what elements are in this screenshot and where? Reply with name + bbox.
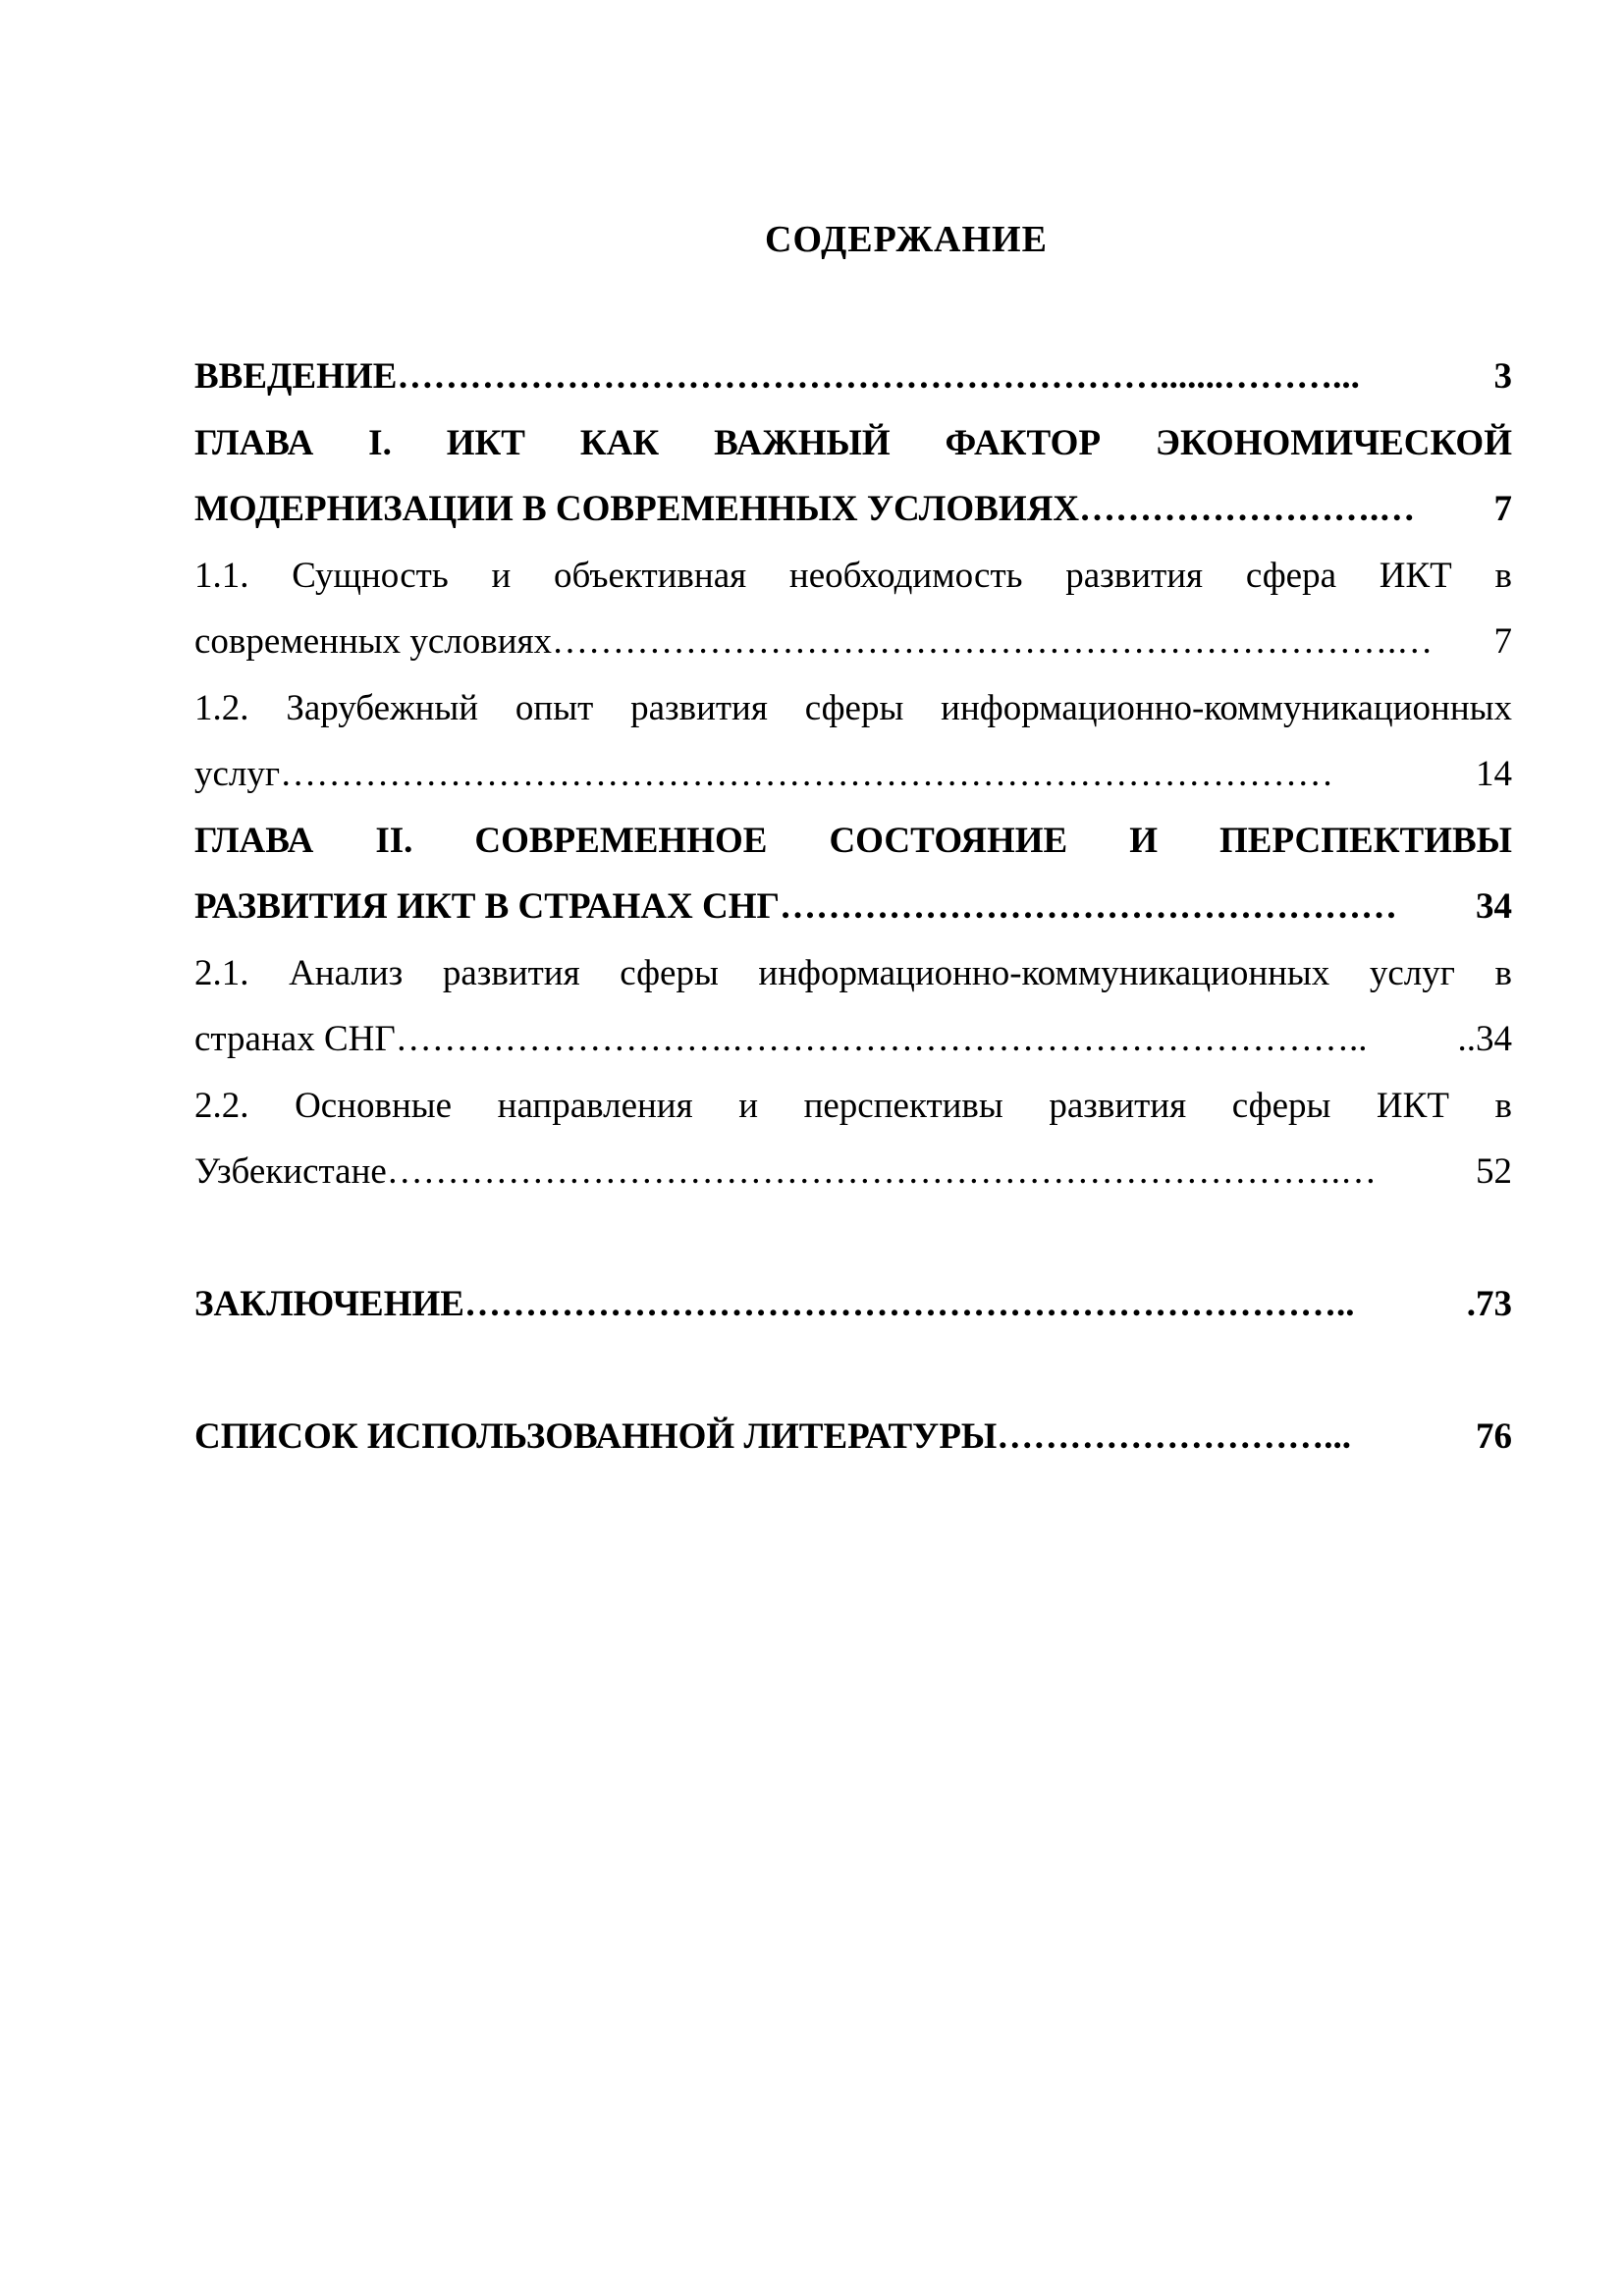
toc-entry-title-line: 2.2. Основные направления и перспективы развития сферы ИКТ в <box>194 1085 1512 1126</box>
toc-entry-title-line: 1.1. Сущность и объективная необходимость развития сфера ИКТ в <box>194 555 1512 596</box>
toc-entry-chapter-1[interactable] <box>194 410 1512 543</box>
toc-entry-title-line: 1.2. Зарубежный опыт развития сферы информационно-коммуникационных <box>194 687 1512 728</box>
toc-entry-final-line <box>194 1404 1512 1470</box>
toc-dot-leader: ……………………………………………………….......………... <box>397 356 1360 397</box>
toc-page-number: 76 <box>1476 1416 1512 1457</box>
toc-entry-section-1-2[interactable] <box>194 675 1512 808</box>
toc-entry-introduction[interactable] <box>194 344 1512 410</box>
toc-entry-final-line <box>194 1006 1512 1073</box>
toc-entry-title-line: ГЛАВА I. ИКТ КАК ВАЖНЫЙ ФАКТОР ЭКОНОМИЧЕСКОЙ <box>194 422 1512 463</box>
toc-page-number: 7 <box>1493 489 1512 529</box>
toc-spacer <box>194 1338 1512 1405</box>
toc-page-number: 14 <box>1476 754 1512 794</box>
toc-entry-title: ВВЕДЕНИЕ <box>194 356 398 397</box>
toc-entry-final-line <box>194 874 1512 940</box>
toc-page-number: 34 <box>1476 886 1512 927</box>
toc-entry-final-line <box>194 476 1512 543</box>
toc-dot-leader: ………………………... <box>997 1416 1352 1457</box>
toc-entry-final-line <box>194 1139 1512 1205</box>
toc-entry-final-line <box>194 609 1512 675</box>
toc-entry-section-1-1[interactable] <box>194 543 1512 675</box>
toc-dot-leader: …………………………………………………………………….… <box>386 1151 1378 1192</box>
toc-entry-conclusion[interactable] <box>194 1271 1512 1338</box>
toc-entry-title-line: 2.1. Анализ развития сферы информационно-коммуникационных услуг в <box>194 952 1512 993</box>
toc-entry-title: странах СНГ <box>194 1019 396 1059</box>
toc-entry-final-line <box>194 741 1512 808</box>
toc-title: СОДЕРЖАНИЕ <box>765 219 1048 260</box>
toc-page-number: ..34 <box>1457 1019 1512 1059</box>
toc-entry-title: услуг <box>194 754 281 794</box>
toc-entry-final-line <box>194 1271 1512 1338</box>
toc-entry-final-line <box>194 344 1512 410</box>
toc-spacer <box>194 1205 1512 1272</box>
toc-dot-leader: ……………………….…………………………………………….. <box>395 1019 1368 1059</box>
toc-entry-title: современных условиях <box>194 621 553 662</box>
toc-page-number: .73 <box>1466 1284 1512 1324</box>
toc-dot-leader: …………………………………………………………………………… <box>280 754 1334 794</box>
toc-entry-title: Узбекистане <box>194 1151 387 1192</box>
toc-entry-title: СПИСОК ИСПОЛЬЗОВАННОЙ ЛИТЕРАТУРЫ <box>194 1416 998 1457</box>
toc-entry-title: РАЗВИТИЯ ИКТ В СТРАНАХ СНГ <box>194 886 781 927</box>
toc-entry-section-2-1[interactable] <box>194 940 1512 1073</box>
toc-entry-title-line: ГЛАВА II. СОВРЕМЕННОЕ СОСТОЯНИЕ И ПЕРСПЕКТИВЫ <box>194 820 1512 861</box>
toc-page-number: 7 <box>1493 621 1512 662</box>
toc-entry-title: МОДЕРНИЗАЦИИ В СОВРЕМЕННЫХ УСЛОВИЯХ <box>194 489 1080 529</box>
toc-entry-title: ЗАКЛЮЧЕНИЕ <box>194 1284 464 1324</box>
toc-entry-bibliography[interactable] <box>194 1404 1512 1470</box>
toc-page-number: 52 <box>1476 1151 1512 1192</box>
toc-dot-leader: ……………………………………………………………….. <box>463 1284 1355 1324</box>
toc-dot-leader: …………………………………………………………….… <box>552 621 1434 662</box>
toc-dot-leader: …………………….… <box>1079 489 1416 529</box>
toc-entry-chapter-2[interactable] <box>194 808 1512 940</box>
toc-page-number: 3 <box>1493 356 1512 397</box>
toc-entry-section-2-2[interactable] <box>194 1073 1512 1205</box>
toc-dot-leader: …………………………………………… <box>780 886 1398 927</box>
table-of-contents <box>194 344 1512 1470</box>
